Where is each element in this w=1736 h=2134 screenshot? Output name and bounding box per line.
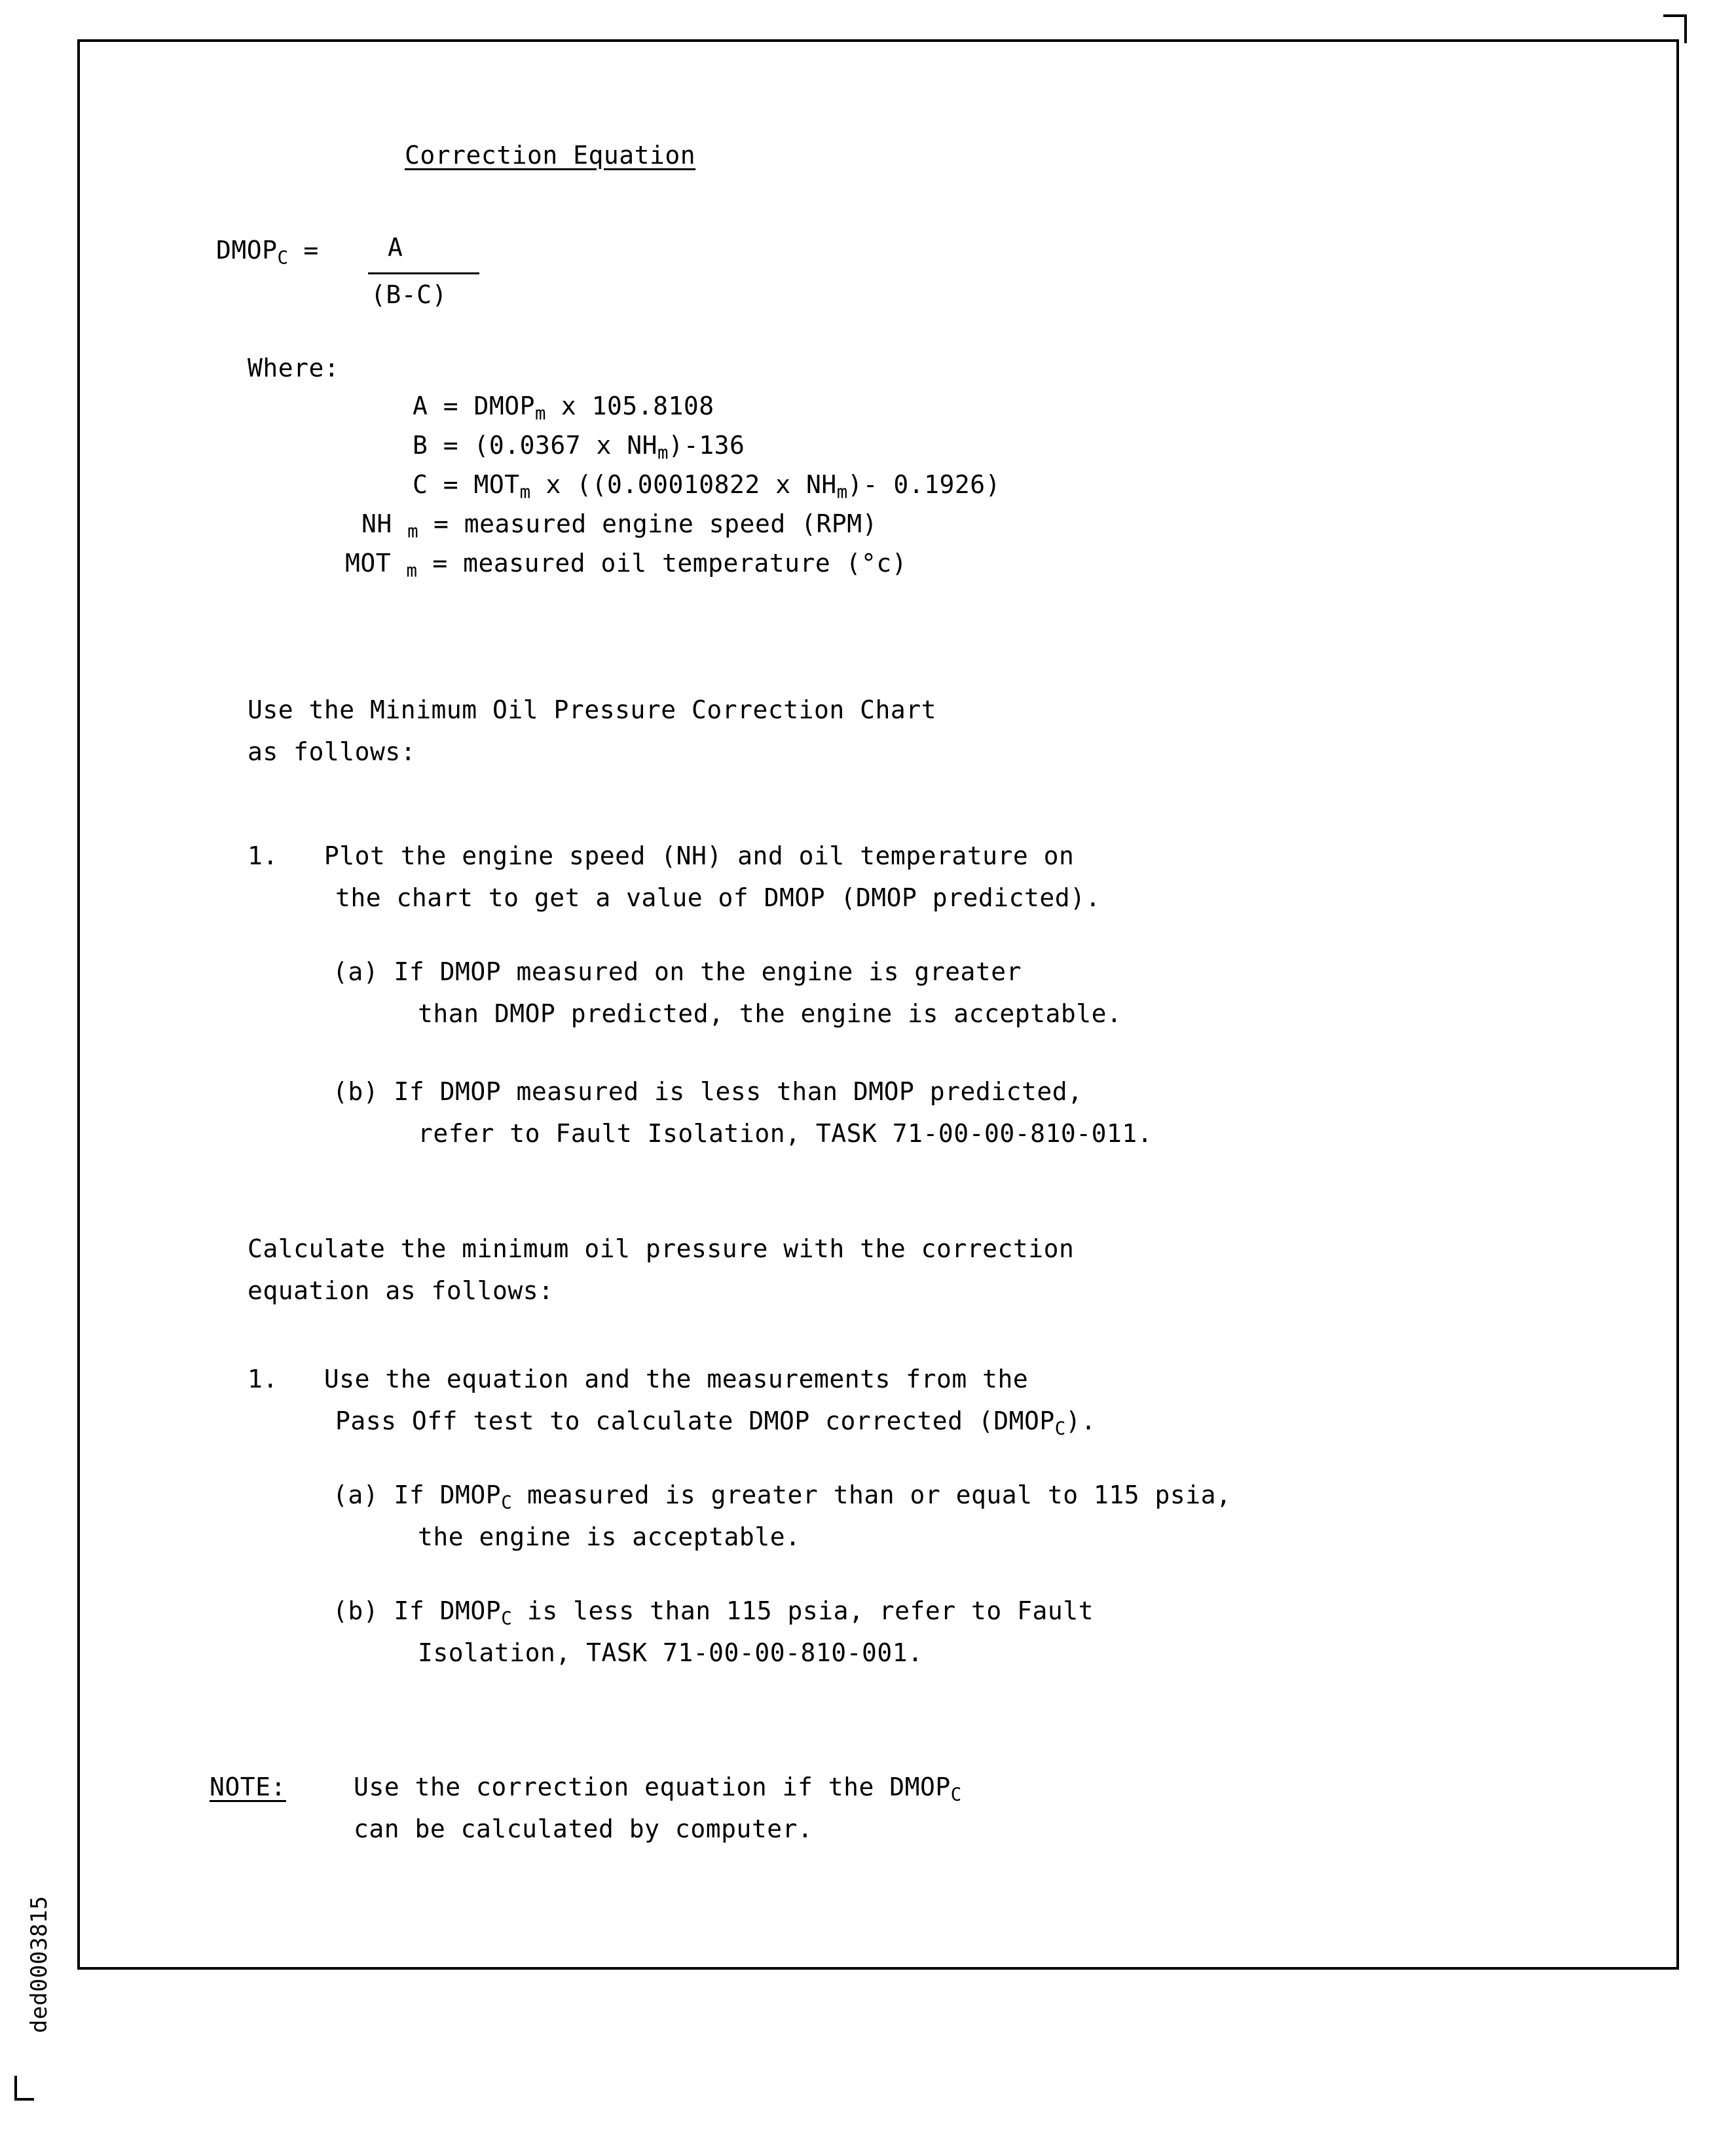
equation-lhs-subscript: C: [277, 248, 288, 268]
calc-step-1b-subscript: C: [501, 1608, 512, 1629]
definition-nh-rest: = measured engine speed (RPM): [418, 509, 877, 538]
note-label: NOTE:: [210, 1773, 286, 1801]
equation-denominator: (B-C): [371, 280, 447, 309]
definition-c-lead: C = MOT: [413, 470, 520, 499]
calc-step-1a-line-1-lead: If DMOP: [394, 1481, 502, 1509]
note-line-1-lead: Use the correction equation if the DMOP: [354, 1773, 951, 1801]
definition-c-subscript-2: m: [836, 482, 848, 503]
definition-nh-subscript: m: [407, 521, 418, 542]
calc-step-1a-line-1-rest: measured is greater than or equal to 115 psia,: [511, 1481, 1232, 1509]
definition-nh: [361, 509, 877, 547]
calc-step-1b-line-1-lead: If DMOP: [394, 1596, 502, 1625]
definition-c: [413, 470, 1001, 507]
chart-step-1a-label: (a): [333, 957, 379, 986]
chart-step-1b: [333, 1077, 1083, 1106]
calc-step-1b: [333, 1596, 1094, 1634]
calc-step-1-number: 1.: [248, 1365, 278, 1393]
chart-instruction-line-1: Use the Minimum Oil Pressure Correction Chart: [248, 695, 937, 724]
side-figure-id-text: ded0003815: [26, 1896, 52, 2033]
note-subscript: C: [950, 1784, 962, 1805]
chart-step-1a-line-2: than DMOP predicted, the engine is acceptable.: [418, 999, 1122, 1028]
definition-mot-rest: = measured oil temperature (°c): [417, 549, 908, 578]
calc-instruction-line-2: equation as follows:: [248, 1276, 554, 1305]
definition-nh-lead: NH: [361, 509, 408, 538]
chart-step-1-number: 1.: [248, 841, 278, 870]
page-title: Correction Equation: [405, 141, 696, 170]
definition-mot-subscript: m: [406, 561, 417, 581]
calc-step-1b-line-1-rest: is less than 115 psia, refer to Fault: [511, 1596, 1094, 1625]
definition-a-rest: x 105.8108: [545, 392, 714, 420]
definition-a: [413, 392, 714, 429]
equation-lhs-text: DMOP: [216, 236, 278, 265]
definition-b-subscript: m: [657, 443, 669, 464]
equation-left-side: [216, 236, 334, 273]
definition-a-subscript: m: [535, 403, 546, 424]
where-label: Where:: [248, 354, 340, 382]
chart-step-1-line-1: Plot the engine speed (NH) and oil temperature on: [323, 841, 1075, 870]
calc-step-1a: [333, 1481, 1231, 1518]
definition-c-subscript-1: m: [519, 482, 531, 503]
chart-step-1b-line-1: If DMOP measured is less than DMOP predicted,: [394, 1077, 1083, 1106]
calc-step-1-subscript: C: [1054, 1418, 1066, 1439]
calc-step-1-line-1: Use the equation and the measurements from the: [323, 1365, 1029, 1393]
chart-step-1a: [333, 957, 1022, 986]
chart-step-1-number-and-text: [248, 841, 1074, 870]
chart-step-1-line-2: the chart to get a value of DMOP (DMOP predicted).: [335, 883, 1101, 912]
calc-step-1-line-2-rest: ).: [1065, 1407, 1097, 1435]
definition-c-mid: x ((0.00010822 x NH: [530, 470, 837, 499]
definition-a-lead: A = DMOP: [413, 392, 536, 420]
chart-step-1b-line-2: refer to Fault Isolation, TASK 71-00-00-810-011.: [418, 1119, 1153, 1148]
definition-mot: [345, 549, 907, 586]
calc-step-1a-line-2: the engine is acceptable.: [418, 1522, 801, 1551]
note-line-2: can be calculated by computer.: [354, 1814, 813, 1843]
equation-numerator: A: [388, 233, 403, 262]
calc-step-1a-subscript: C: [501, 1492, 512, 1513]
equation-equals: =: [288, 236, 335, 265]
definition-mot-lead: MOT: [345, 549, 407, 578]
note-line-1: [354, 1773, 961, 1810]
calc-step-1-line-2-lead: Pass Off test to calculate DMOP corrected (DMOP: [335, 1407, 1055, 1435]
calc-instruction-line-1: Calculate the minimum oil pressure with the correction: [248, 1234, 1075, 1263]
calc-step-1a-label: (a): [333, 1481, 379, 1509]
definition-b-lead: B = (0.0367 x NH: [413, 431, 658, 460]
definition-b-rest: )-136: [668, 431, 745, 460]
definition-b: [413, 431, 745, 468]
calc-step-1: [248, 1365, 1028, 1393]
chart-step-1b-label: (b): [333, 1077, 379, 1106]
calc-step-1-line-2: [335, 1407, 1096, 1444]
calc-step-1b-label: (b): [333, 1596, 379, 1625]
chart-step-1a-line-1: If DMOP measured on the engine is greater: [394, 957, 1022, 986]
calc-step-1b-line-2: Isolation, TASK 71-00-00-810-001.: [418, 1638, 923, 1667]
chart-instruction-line-2: as follows:: [248, 737, 416, 766]
definition-c-rest: )- 0.1926): [847, 470, 1001, 499]
equation-fraction-bar: [368, 272, 479, 274]
